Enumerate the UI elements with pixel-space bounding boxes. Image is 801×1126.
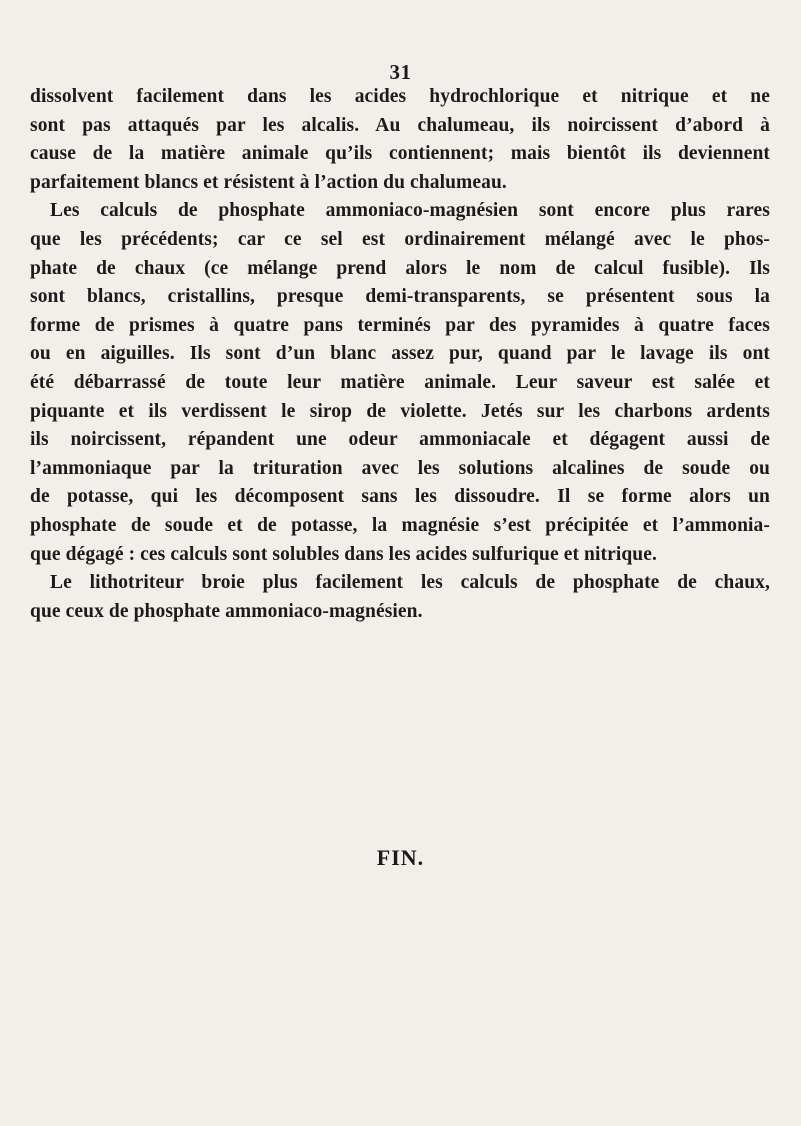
page-number: 31: [389, 60, 412, 84]
text-line: que dégagé : ces calculs sont solubles dans les acides sulfurique et nitrique.: [30, 543, 657, 565]
text-line: phate de chaux (ce mélange prend alors le nom de calcul fusible). Ils: [30, 257, 770, 279]
text-line: que les précédents; car ce sel est ordinairement mélangé avec le phos-: [30, 228, 770, 250]
text-line: piquante et ils verdissent le sirop de violette. Jetés sur les charbons ardents: [30, 400, 770, 422]
text-line: forme de prismes à quatre pans terminés par des pyramides à quatre faces: [30, 314, 770, 336]
text-line: l’ammoniaque par la trituration avec les solutions alcalines de soude ou: [30, 457, 770, 479]
text-line: été débarrassé de toute leur matière animale. Leur saveur est salée et: [30, 371, 770, 393]
text-line: phosphate de soude et de potasse, la magnésie s’est précipitée et l’ammonia-: [30, 514, 770, 536]
text-line: Les calculs de phosphate ammoniaco-magnésien sont encore plus rares: [50, 200, 770, 222]
text-line: sont pas attaqués par les alcalis. Au chalumeau, ils noircissent d’abord à: [30, 114, 770, 136]
text-line: cause de la matière animale qu’ils contiennent; mais bientôt ils deviennent: [30, 143, 770, 165]
end-mark: FIN.: [376, 845, 425, 870]
body-text: [30, 83, 770, 626]
text-line: dissolvent facilement dans les acides hydrochlorique et nitrique et ne: [30, 86, 770, 107]
text-line: ils noircissent, répandent une odeur ammoniacale et dégagent aussi de: [30, 429, 770, 451]
text-line: de potasse, qui les décomposent sans les dissoudre. Il se forme alors un: [30, 486, 770, 508]
text-line: Le lithotriteur broie plus facilement les calculs de phosphate de chaux,: [50, 572, 770, 594]
text-line: sont blancs, cristallins, presque demi-transparents, se présentent sous la: [30, 286, 770, 308]
text-line: que ceux de phosphate ammoniaco-magnésien.: [30, 600, 423, 622]
text-line: parfaitement blancs et résistent à l’action du chalumeau.: [30, 171, 507, 193]
text-line: ou en aiguilles. Ils sont d’un blanc assez pur, quand par le lavage ils ont: [30, 343, 770, 365]
